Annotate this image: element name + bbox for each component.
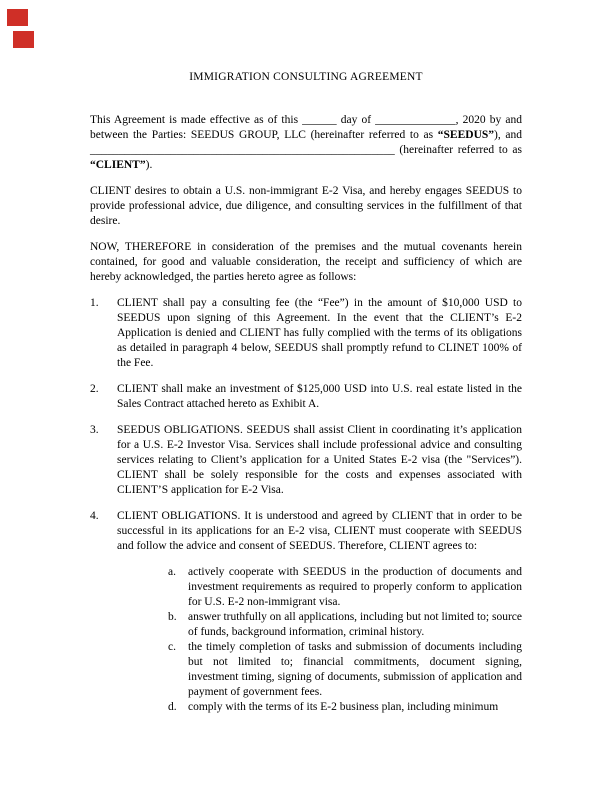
item-letter: a. <box>168 566 176 578</box>
intro-text: ), and _____________________________________________________ (hereinafter referred to as <box>90 129 523 156</box>
item-text: CLIENT OBLIGATIONS. It is understood and agreed by CLIENT that in order to be successful in its applications for an E-2 visa, CLIENT must cooperate with SEEDUS and follow the advice and consent of SEEDUS. Therefore, CLIENT agrees to: <box>117 510 522 552</box>
intro-text: ). <box>145 159 153 171</box>
item-number: 1. <box>90 297 99 309</box>
numbered-item-3 <box>90 423 522 498</box>
item-letter: d. <box>168 701 177 713</box>
now-therefore-paragraph: NOW, THEREFORE in consideration of the premises and the mutual covenants herein contained, for good and valuable consideration, the receipt and sufficiency of which are hereby acknowledged, the parties hereto agree as follows: <box>90 241 522 283</box>
client-defined-term: “CLIENT” <box>90 159 146 171</box>
lettered-item-d <box>168 700 522 715</box>
item-text: CLIENT shall pay a consulting fee (the “Fee”) in the amount of $10,000 USD to SEEDUS upon signing of this Agreement. In the event that the CLIENT’s E-2 Application is denied and CLIENT has fully complied with the terms of its obligations as detailed in paragraph 4 below, SEEDUS shall promptly refund to CLINET 100% of the Fee. <box>117 297 522 369</box>
item-text: SEEDUS OBLIGATIONS. SEEDUS shall assist Client in coordinating it’s application for a U.S. E-2 Investor Visa. Services shall include professional advice and consulting services relating to Client’s application for a United States E-2 visa (the "Services”). CLIENT shall be solely responsible for the costs and expenses associated with CLIENT’S application for E-2 Visa. <box>117 424 522 496</box>
item-text: the timely completion of tasks and submission of documents including but not limited to; financial commitments, document signing, investment timing, signing of documents, submission of application and payment of government fees. <box>188 641 522 698</box>
lettered-item-a <box>168 565 522 610</box>
item-letter: c. <box>168 641 176 653</box>
annotation-mark-1 <box>7 9 28 26</box>
document-title: IMMIGRATION CONSULTING AGREEMENT <box>189 71 423 83</box>
seedus-defined-term: “SEEDUS” <box>437 129 495 141</box>
lettered-item-b <box>168 610 522 640</box>
intro-paragraph <box>90 113 522 173</box>
item-text: CLIENT shall make an investment of $125,000 USD into U.S. real estate listed in the Sales Contract attached hereto as Exhibit A. <box>117 383 522 410</box>
item-letter: b. <box>168 611 177 623</box>
document-content <box>90 70 522 715</box>
lettered-item-c <box>168 640 522 700</box>
numbered-item-1 <box>90 296 522 371</box>
item-text: comply with the terms of its E-2 business plan, including minimum <box>188 701 499 713</box>
item-text: actively cooperate with SEEDUS in the production of documents and investment requirements as required to properly conform to application for U.S. E-2 non-immigrant visa. <box>188 566 522 608</box>
item-number: 3. <box>90 424 99 436</box>
desire-paragraph: CLIENT desires to obtain a U.S. non-immigrant E-2 Visa, and hereby engages SEEDUS to provide professional advice, due diligence, and consulting services in the fulfillment of that desire. <box>90 185 522 227</box>
numbered-item-4 <box>90 509 522 554</box>
annotation-mark-2 <box>13 31 34 48</box>
item-number: 2. <box>90 383 99 395</box>
item-number: 4. <box>90 510 99 522</box>
client-obligations-sublist <box>168 565 522 715</box>
intro-text: This Agreement is made effective as of this ______ day of ______________, 2020 by and between the Parties: SEEDUS GROUP, LLC (hereinafter referred to as <box>90 114 522 141</box>
item-text: answer truthfully on all applications, including but not limited to; source of funds, background information, criminal history. <box>188 611 522 638</box>
numbered-item-2 <box>90 382 522 412</box>
